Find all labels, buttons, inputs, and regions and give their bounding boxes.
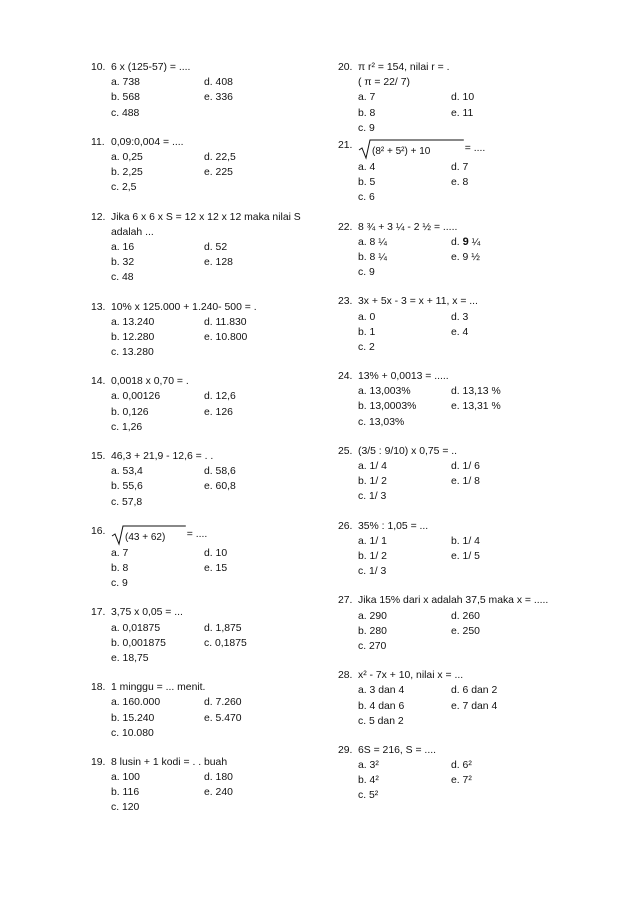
answer-row <box>111 495 331 510</box>
answer-option: d. 7.260 <box>204 697 242 709</box>
question-stem-continued: ( π = 22/ 7) <box>358 77 410 89</box>
question-number: 14. <box>91 376 106 388</box>
question-number: 18. <box>91 682 106 694</box>
question-stem <box>91 680 331 695</box>
answer-option <box>451 121 544 136</box>
answer-options <box>91 315 331 361</box>
radical-sign-icon <box>358 138 465 160</box>
answer-option <box>451 788 544 803</box>
answer-option: c. 9 <box>358 122 375 134</box>
answer-option <box>451 639 544 654</box>
answer-option: b. 32 <box>111 257 135 269</box>
answer-option: b. 55,6 <box>111 481 143 493</box>
radical-sign-icon <box>111 524 187 546</box>
answer-option: d. 10 <box>204 547 228 559</box>
answer-option: d. 9 ¼ <box>451 235 481 248</box>
answer-option: b. 0,001875 <box>111 637 166 649</box>
question-number: 12. <box>91 211 106 223</box>
answer-option: c. 13,03% <box>358 416 405 428</box>
answer-option: a. 100 <box>111 772 140 784</box>
question-number: 24. <box>338 371 353 383</box>
question-number: 11. <box>91 136 105 148</box>
question-column-right <box>338 60 588 804</box>
answer-option: c. 0,1875 <box>204 637 247 649</box>
answer-row <box>111 479 331 494</box>
answer-row <box>358 459 588 474</box>
question-item <box>338 220 588 281</box>
answer-row <box>358 340 588 355</box>
question-text: 6S = 216, S = .... <box>358 744 436 756</box>
answer-option: c. 488 <box>111 107 140 119</box>
answer-option: c. 1/ 3 <box>358 491 387 503</box>
answer-option <box>451 415 544 430</box>
answer-options <box>338 609 588 655</box>
question-item <box>338 294 588 355</box>
answer-row <box>111 561 331 576</box>
question-item <box>338 743 588 804</box>
answer-options <box>91 389 331 435</box>
question-text: 8 lusin + 1 kodi = . . buah <box>111 756 228 768</box>
question-number: 23. <box>338 296 353 308</box>
answer-options <box>338 459 588 505</box>
question-number: 15. <box>91 451 106 463</box>
answer-option: d. 58,6 <box>204 466 236 478</box>
answer-row <box>111 345 331 360</box>
answer-option: b. 5 <box>358 177 376 189</box>
answer-option: c. 5² <box>358 790 379 802</box>
answer-option: e. 9 ½ <box>451 251 480 263</box>
question-text: 35% : 1,05 = ... <box>358 520 429 532</box>
question-number: 20. <box>338 62 353 73</box>
question-number: 26. <box>338 520 353 532</box>
question-item <box>91 605 331 666</box>
answer-option: c. 2 <box>358 341 375 353</box>
question-text: 8 ¾ + 3 ¼ - 2 ½ = ..... <box>358 221 458 233</box>
question-stem <box>338 444 588 459</box>
answer-options <box>338 534 588 580</box>
answer-option: b. 8 <box>358 107 376 119</box>
question-item <box>91 449 331 510</box>
answer-row <box>111 389 331 404</box>
question-number: 27. <box>338 595 353 607</box>
question-item <box>338 668 588 729</box>
answer-option: d. 52 <box>204 241 228 253</box>
answer-option: c. 120 <box>111 802 140 814</box>
answer-option: b. 2,25 <box>111 167 143 179</box>
answer-option <box>204 800 297 815</box>
answer-option: d. 6² <box>451 760 472 772</box>
question-item <box>338 60 588 136</box>
answer-option <box>204 420 297 435</box>
answer-row <box>358 384 588 399</box>
answer-option: e. 13,31 % <box>451 401 501 413</box>
question-item <box>91 135 331 196</box>
answer-option: e. 18,75 <box>111 652 149 664</box>
answer-option <box>451 714 544 729</box>
answer-option: a. 13.240 <box>111 316 155 328</box>
answer-option: d. 3 <box>451 311 469 323</box>
question-number: 22. <box>338 221 353 233</box>
answer-option <box>204 651 297 666</box>
question-number: 10. <box>91 62 106 73</box>
answer-option: c. 57,8 <box>111 496 143 508</box>
answer-row <box>358 235 588 250</box>
answer-options <box>91 546 331 592</box>
answer-row <box>111 90 331 105</box>
answer-option: b. 1/ 2 <box>358 476 387 488</box>
question-text: 0,09:0,004 = .... <box>111 136 184 148</box>
question-stem <box>91 755 331 770</box>
answer-options <box>91 464 331 510</box>
answer-option: a. 3 dan 4 <box>358 685 405 697</box>
answer-row <box>111 240 331 255</box>
answer-row <box>111 711 331 726</box>
answer-options <box>91 240 331 286</box>
answer-row <box>358 106 588 121</box>
answer-option: b. 8 ¼ <box>358 251 387 263</box>
question-column-left <box>91 60 331 816</box>
answer-option <box>204 345 297 360</box>
answer-option: d. 1/ 6 <box>451 461 480 473</box>
answer-option: e. 336 <box>204 92 233 104</box>
answer-row <box>358 310 588 325</box>
answer-options <box>338 683 588 729</box>
question-text <box>111 524 331 546</box>
answer-row <box>111 636 331 651</box>
answer-row <box>358 699 588 714</box>
answer-option: b. 0,126 <box>111 406 149 418</box>
answer-option: c. 9 <box>358 267 375 279</box>
answer-option: c. 13.280 <box>111 347 154 359</box>
question-item <box>338 444 588 505</box>
question-stem <box>91 135 331 150</box>
answer-row <box>358 190 588 205</box>
answer-row <box>358 175 588 190</box>
question-item <box>91 524 331 592</box>
answer-row <box>111 726 331 741</box>
question-item <box>91 300 331 361</box>
answer-row <box>358 90 588 105</box>
answer-row <box>111 330 331 345</box>
answer-option: e. 10.800 <box>204 331 248 343</box>
answer-options <box>91 695 331 741</box>
answer-option: d. 22,5 <box>204 151 236 163</box>
answer-option: e. 15 <box>204 562 228 574</box>
question-text: (3/5 : 9/10) x 0,75 = .. <box>358 445 458 457</box>
answer-option: a. 290 <box>358 610 387 622</box>
question-stem <box>338 668 588 683</box>
answer-option: d. 13,13 % <box>451 386 501 398</box>
answer-row <box>358 325 588 340</box>
answer-row <box>358 549 588 564</box>
question-text: 0,0018 x 0,70 = . <box>111 376 189 388</box>
answer-row <box>358 415 588 430</box>
answer-option <box>204 106 297 121</box>
answer-option <box>451 489 544 504</box>
answer-option: a. 1/ 1 <box>358 535 387 547</box>
answer-row <box>358 683 588 698</box>
answer-option: b. 15.240 <box>111 712 155 724</box>
answer-row <box>358 788 588 803</box>
question-stem <box>91 524 331 546</box>
answer-row <box>358 758 588 773</box>
question-text: Jika 15% dari x adalah 37,5 maka x = ..... <box>358 595 549 607</box>
question-number: 21. <box>338 139 353 151</box>
question-stem <box>338 593 588 608</box>
answer-option: b. 12.280 <box>111 331 155 343</box>
answer-options <box>338 384 588 430</box>
answer-row <box>111 315 331 330</box>
question-stem <box>338 294 588 309</box>
answer-option: e. 8 <box>451 177 469 189</box>
answer-option: c. 48 <box>111 272 134 284</box>
answer-row <box>111 800 331 815</box>
answer-row <box>111 576 331 591</box>
answer-options <box>91 75 331 121</box>
answer-option: a. 13,003% <box>358 386 411 398</box>
answer-option: a. 3² <box>358 760 379 772</box>
answer-row <box>111 420 331 435</box>
answer-option <box>451 564 544 579</box>
answer-row <box>358 489 588 504</box>
answer-option: a. 1/ 4 <box>358 461 387 473</box>
answer-option: c. 1,26 <box>111 421 143 433</box>
answer-option: b. 1 <box>358 326 376 338</box>
answer-option: a. 0,25 <box>111 151 143 163</box>
answer-option: e. 7² <box>451 775 472 787</box>
question-text-tail: = .... <box>464 143 486 155</box>
answer-option: e. 5.470 <box>204 712 242 724</box>
answer-option: a. 7 <box>111 547 129 559</box>
answer-row <box>111 405 331 420</box>
answer-row <box>358 714 588 729</box>
answer-option: a. 738 <box>111 77 140 89</box>
answer-row <box>358 564 588 579</box>
answer-option: e. 240 <box>204 787 233 799</box>
answer-row <box>111 770 331 785</box>
answer-row <box>111 651 331 666</box>
answer-option: d. 1,875 <box>204 622 242 634</box>
answer-option: a. 0,01875 <box>111 622 161 634</box>
answer-row <box>358 639 588 654</box>
question-stem <box>91 300 331 315</box>
question-stem <box>338 519 588 534</box>
answer-option: e. 4 <box>451 326 469 338</box>
answer-options <box>91 770 331 816</box>
question-text-tail: = .... <box>186 529 208 541</box>
answer-row <box>111 165 331 180</box>
question-text: x² - 7x + 10, nilai x = ... <box>358 670 464 682</box>
answer-option: d. 260 <box>451 610 480 622</box>
answer-option: a. 0,00126 <box>111 391 161 403</box>
answer-row <box>358 773 588 788</box>
answer-option: c. 5 dan 2 <box>358 715 404 727</box>
answer-option: a. 8 ¼ <box>358 236 387 248</box>
answer-option <box>204 180 297 195</box>
question-number: 16. <box>91 525 106 537</box>
answer-option: e. 1/ 8 <box>451 476 480 488</box>
question-stem <box>338 220 588 235</box>
answer-option: a. 160.000 <box>111 697 161 709</box>
answer-option: c. 9 <box>111 578 128 590</box>
question-number: 17. <box>91 607 106 619</box>
answer-option <box>204 495 297 510</box>
answer-row <box>358 265 588 280</box>
answer-option <box>451 340 544 355</box>
question-stem <box>338 369 588 384</box>
answer-row <box>111 255 331 270</box>
answer-row <box>358 624 588 639</box>
answer-option: c. 2,5 <box>111 182 137 194</box>
answer-option: b. 116 <box>111 787 140 799</box>
answer-option: b. 13,0003% <box>358 401 417 413</box>
answer-option: b. 4² <box>358 775 379 787</box>
answer-row <box>111 785 331 800</box>
answer-row <box>358 121 588 136</box>
answer-option: a. 4 <box>358 161 376 173</box>
answer-option: e. 60,8 <box>204 481 236 493</box>
question-item <box>338 519 588 580</box>
question-item <box>91 374 331 435</box>
answer-option: c. 270 <box>358 640 387 652</box>
answer-row <box>358 250 588 265</box>
answer-option: c. 10.080 <box>111 727 154 739</box>
question-stem <box>91 210 331 225</box>
answer-option: d. 10 <box>451 92 475 104</box>
answer-option: a. 16 <box>111 241 135 253</box>
question-number: 25. <box>338 445 353 457</box>
question-stem <box>338 138 588 160</box>
answer-option: b. 4 dan 6 <box>358 700 405 712</box>
question-item <box>91 60 331 121</box>
answer-row <box>111 546 331 561</box>
answer-option: c. 6 <box>358 192 375 204</box>
answer-option: d. 12,6 <box>204 391 236 403</box>
question-text: π r² = 154, nilai r = . <box>358 62 450 73</box>
answer-option: e. 7 dan 4 <box>451 700 498 712</box>
question-stem <box>338 743 588 758</box>
answer-option <box>451 265 544 280</box>
answer-option: a. 53,4 <box>111 466 143 478</box>
answer-row <box>358 474 588 489</box>
question-text <box>358 138 588 160</box>
answer-options <box>338 758 588 804</box>
question-text: 6 x (125-57) = .... <box>111 62 191 73</box>
question-text: 10% x 125.000 + 1.240- 500 = . <box>111 301 257 313</box>
answer-option <box>204 576 297 591</box>
square-root-expression <box>358 138 465 160</box>
question-text: 46,3 + 21,9 - 12,6 = . . <box>111 451 214 463</box>
answer-option: e. 1/ 5 <box>451 550 480 562</box>
svg-text:(43 + 62): (43 + 62) <box>125 531 166 543</box>
question-number: 13. <box>91 301 106 313</box>
answer-option: d. 408 <box>204 77 233 89</box>
answer-option: a. 7 <box>358 92 376 104</box>
answer-option: d. 11.830 <box>204 316 247 328</box>
question-number: 19. <box>91 756 106 768</box>
question-text: Jika 6 x 6 x S = 12 x 12 x 12 maka nilai S <box>111 211 301 223</box>
answer-options <box>338 235 588 281</box>
answer-option <box>204 726 297 741</box>
question-stem <box>91 374 331 389</box>
answer-option <box>451 190 544 205</box>
question-item <box>91 755 331 816</box>
answer-row <box>358 160 588 175</box>
answer-option: c. 1/ 3 <box>358 566 387 578</box>
question-number: 28. <box>338 670 353 682</box>
square-root-expression <box>111 524 187 546</box>
answer-option: b. 568 <box>111 92 140 104</box>
answer-option: d. 180 <box>204 772 233 784</box>
question-text: 3x + 5x - 3 = x + 11, x = ... <box>358 296 478 308</box>
question-stem <box>91 449 331 464</box>
answer-option <box>204 270 297 285</box>
question-item <box>91 210 331 286</box>
answer-option: e. 225 <box>204 167 233 179</box>
answer-option: e. 11 <box>451 107 474 119</box>
question-text: 3,75 x 0,05 = ... <box>111 607 183 619</box>
question-item <box>338 138 588 206</box>
question-item <box>91 680 331 741</box>
question-stem-continued: adalah ... <box>111 226 154 238</box>
answer-option: b. 8 <box>111 562 129 574</box>
answer-row <box>358 534 588 549</box>
answer-row <box>111 621 331 636</box>
answer-row <box>111 464 331 479</box>
answer-option: d. 6 dan 2 <box>451 685 498 697</box>
answer-row <box>111 695 331 710</box>
answer-options <box>338 90 588 136</box>
answer-row <box>111 106 331 121</box>
answer-option: b. 280 <box>358 625 387 637</box>
answer-option: d. 7 <box>451 161 469 173</box>
answer-row <box>111 75 331 90</box>
answer-option: b. 1/ 4 <box>451 535 480 547</box>
question-number: 29. <box>338 744 353 756</box>
answer-options <box>91 621 331 667</box>
question-item <box>338 369 588 430</box>
answer-option: b. 1/ 2 <box>358 550 387 562</box>
answer-options <box>338 310 588 356</box>
question-item <box>338 593 588 654</box>
answer-options <box>338 160 588 206</box>
answer-option: a. 0 <box>358 311 376 323</box>
question-stem <box>338 60 588 75</box>
answer-options <box>91 150 331 196</box>
question-stem <box>91 60 331 75</box>
svg-text:(8² + 5²) + 10: (8² + 5²) + 10 <box>372 145 431 157</box>
question-stem <box>91 605 331 620</box>
answer-option: e. 126 <box>204 406 233 418</box>
answer-option: e. 128 <box>204 257 233 269</box>
question-text: 1 minggu = ... menit. <box>111 682 206 694</box>
answer-option: e. 250 <box>451 625 480 637</box>
answer-row <box>358 609 588 624</box>
answer-row <box>111 270 331 285</box>
answer-row <box>358 399 588 414</box>
question-text: 13% + 0,0013 = ..... <box>358 371 449 383</box>
answer-row <box>111 180 331 195</box>
answer-row <box>111 150 331 165</box>
